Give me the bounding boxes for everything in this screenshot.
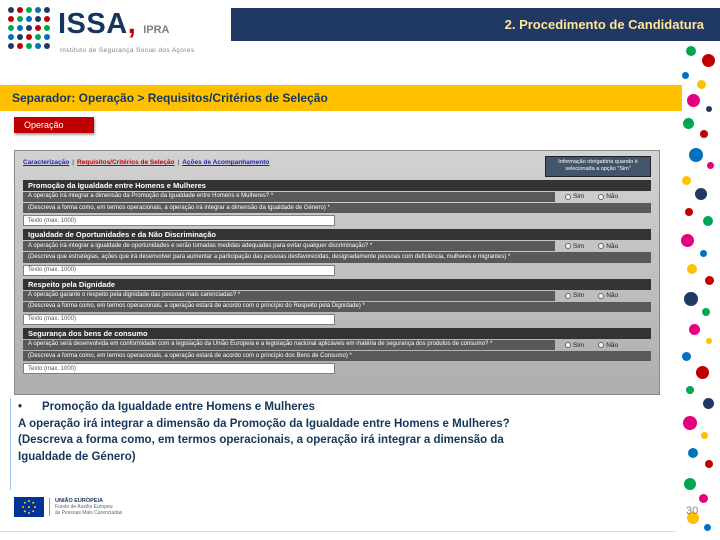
logo-dot	[44, 16, 50, 22]
decor-dot	[687, 94, 700, 107]
question-hint: (Descreva a forma como, em termos operacionais, a operação estará de acordo com o princípio dos Bens de Consumo) *	[23, 351, 651, 361]
logo-dot	[17, 34, 23, 40]
notes-title: Promoção da Igualdade entre Homens e Mulheres	[42, 401, 315, 413]
decor-dot	[705, 276, 714, 285]
logo-dot	[26, 25, 32, 31]
logo-dot	[17, 25, 23, 31]
decor-dot	[700, 250, 707, 257]
breadcrumb-link-acoes[interactable]: Ações de Acompanhamento	[182, 159, 270, 166]
decor-dot	[701, 432, 708, 439]
section-title: Promoção da Igualdade entre Homens e Mulheres	[23, 180, 651, 191]
radio-option-nao[interactable]	[598, 193, 618, 200]
radio-option-nao[interactable]	[598, 292, 618, 299]
question-hint: (Descreva a forma como, em termos operacionais, a operação estará de acordo com o princípio do Respeito pela Dignidade) *	[23, 302, 651, 312]
question-row	[23, 291, 651, 301]
logo-dot	[44, 43, 50, 49]
radio-icon	[598, 293, 604, 299]
breadcrumb-separator: |	[72, 159, 74, 166]
logo-dot	[17, 16, 23, 22]
radio-option-sim[interactable]	[565, 193, 584, 200]
radio-label-sim: Sim	[573, 193, 585, 201]
logo-dot	[35, 7, 41, 13]
decor-dot	[684, 292, 698, 306]
decor-dot	[703, 216, 713, 226]
page-number: 30	[686, 505, 699, 517]
logo-issa-wordmark: ISSA	[58, 8, 128, 40]
radio-group	[555, 291, 651, 301]
notes-bullet-row	[18, 399, 673, 416]
radio-icon	[598, 194, 604, 200]
radio-icon	[598, 243, 604, 249]
logo-dot	[8, 34, 14, 40]
tab-operacao[interactable]: Operação	[14, 117, 94, 133]
decor-dot	[682, 352, 691, 361]
form-screenshot	[14, 150, 660, 395]
text-input[interactable]: Texto (max. 1000)	[23, 265, 335, 276]
issa-logo-text	[58, 8, 169, 41]
decor-dot	[689, 324, 700, 335]
decor-dot-strip	[680, 0, 720, 540]
radio-icon	[565, 342, 571, 348]
question-row	[23, 340, 651, 350]
breadcrumb-link-requisitos[interactable]: Requisitos/Critérios de Seleção	[76, 159, 175, 166]
radio-option-nao[interactable]	[598, 243, 618, 250]
radio-option-sim[interactable]	[565, 292, 584, 299]
decor-dot	[682, 176, 691, 185]
decor-dot	[685, 208, 693, 216]
logo-dot	[8, 16, 14, 22]
breadcrumb-separator: |	[177, 159, 180, 166]
logo-dot	[35, 16, 41, 22]
radio-label-sim: Sim	[573, 292, 585, 300]
logo-subtitle: Instituto de Segurança Social dos Açores	[60, 47, 195, 54]
notes-block	[18, 399, 673, 466]
decor-dot	[687, 264, 697, 274]
notes-line: A operação irá integrar a dimensão da Promoção da Igualdade entre Homens e Mulheres?	[18, 417, 510, 430]
decor-dot	[695, 188, 707, 200]
logo-dot	[44, 25, 50, 31]
decor-dot	[703, 398, 714, 409]
question-hint: (Descreva que estratégias, ações que irá desenvolver para aumentar a participação das pessoas desfavorecidas, designadamente pessoas com deficiência, mulheres e migrantes) *	[23, 252, 651, 262]
logo-dot	[35, 25, 41, 31]
radio-icon	[565, 194, 571, 200]
radio-group	[555, 241, 651, 251]
eu-subtitle: Fundo de Auxílio Europeu	[55, 503, 113, 510]
radio-label-nao: Não	[606, 341, 619, 349]
section-title: Segurança dos bens de consumo	[23, 328, 651, 339]
radio-option-sim[interactable]	[565, 243, 584, 250]
issa-logo-mark	[6, 5, 54, 53]
slide-header-bar	[231, 8, 720, 41]
question-row	[23, 241, 651, 251]
decor-dot	[697, 80, 706, 89]
breadcrumb-link-caracterizacao[interactable]: Caracterização	[23, 159, 70, 166]
section-title: Igualdade de Oportunidades e da Não Discriminação	[23, 229, 651, 240]
question-text: A operação irá integrar a dimensão da Promoção da Igualdade entre Homens e Mulheres? *	[23, 192, 555, 202]
bullet-icon: •	[18, 401, 23, 413]
breadcrumb	[23, 156, 269, 177]
radio-label-sim: Sim	[573, 341, 585, 349]
mandatory-info-box: Informação obrigatória quando é selecionada a opção "Sim"	[545, 156, 651, 177]
logo-dot	[35, 34, 41, 40]
slide-bottom-edge	[0, 531, 676, 532]
form-section-promocao-igualdade	[23, 180, 651, 226]
decor-dot	[684, 478, 696, 490]
logo-red-comma: ,	[127, 8, 136, 40]
eu-logo-lockup	[14, 497, 122, 517]
notes-line: Igualdade de Género)	[18, 451, 136, 464]
text-input[interactable]: Texto (max. 1000)	[23, 215, 335, 226]
form-top-row	[23, 156, 651, 177]
question-text: A operação garante o respeito pela dignidade das pessoas mais carenciadas? *	[23, 291, 555, 301]
eu-text-block	[49, 498, 122, 517]
eu-title: UNIÃO EUROPEIA	[55, 497, 103, 504]
logo-dot	[17, 7, 23, 13]
form-section-seguranca-bens	[23, 328, 651, 374]
radio-icon	[598, 342, 604, 348]
logo-dot	[17, 43, 23, 49]
radio-label-sim: Sim	[573, 242, 585, 250]
radio-option-nao[interactable]	[598, 342, 618, 349]
section-title: Respeito pela Dignidade	[23, 279, 651, 290]
logo-ipra-suffix: IPRA	[143, 24, 170, 36]
eu-stars-icon	[28, 506, 30, 508]
decor-dot	[707, 162, 714, 169]
logo-dot	[44, 7, 50, 13]
question-hint: (Descreva a forma como, em termos operacionais, a operação irá integrar a dimensão da Igualdade de Género) *	[23, 203, 651, 213]
slide-title: 2. Procedimento de Candidatura	[504, 17, 704, 32]
decor-dot	[683, 416, 697, 430]
radio-icon	[565, 243, 571, 249]
question-row	[23, 192, 651, 202]
radio-group	[555, 192, 651, 202]
logo-dot	[35, 43, 41, 49]
decor-dot	[700, 130, 708, 138]
text-input[interactable]: Texto (max. 1000)	[23, 314, 335, 325]
logo-dot	[8, 43, 14, 49]
text-input[interactable]: Texto (max. 1000)	[23, 363, 335, 374]
decor-dot	[689, 148, 703, 162]
radio-label-nao: Não	[606, 193, 619, 201]
decor-dot	[704, 524, 711, 531]
decor-dot	[696, 366, 709, 379]
decor-dot	[688, 448, 698, 458]
decor-dot	[706, 106, 712, 112]
decor-dot	[682, 72, 689, 79]
decor-dot	[702, 308, 710, 316]
form-section-igualdade-oportunidades	[23, 229, 651, 275]
radio-group	[555, 340, 651, 350]
decor-dot	[702, 54, 715, 67]
decor-dot	[686, 386, 694, 394]
radio-option-sim[interactable]	[565, 342, 584, 349]
form-section-respeito-dignidade	[23, 279, 651, 325]
logo-dot	[26, 34, 32, 40]
logo-dot	[8, 25, 14, 31]
radio-icon	[565, 293, 571, 299]
question-text: A operação será desenvolvida em conformidade com a legislação da União Europeia e a legislação nacional aplicáveis em matéria de segurança dos produtos de consumo? *	[23, 340, 555, 350]
logo-dot	[26, 7, 32, 13]
logo-dot	[26, 16, 32, 22]
logo-dot	[8, 7, 14, 13]
eu-subtitle: às Pessoas Mais Carenciadas	[55, 510, 123, 516]
logo-dot	[44, 34, 50, 40]
separator-band-text: Separador: Operação > Requisitos/Critérios de Seleção	[12, 91, 328, 105]
radio-label-nao: Não	[606, 292, 619, 300]
decor-dot	[706, 338, 712, 344]
text-box-edge	[10, 398, 11, 490]
separator-band	[0, 85, 682, 111]
decor-dot	[683, 118, 694, 129]
question-text: A operação irá integrar a igualdade de oportunidades e serão tomadas medidas adequadas para evitar qualquer discriminação? *	[23, 241, 555, 251]
radio-label-nao: Não	[606, 242, 619, 250]
decor-dot	[699, 494, 708, 503]
decor-dot	[686, 46, 696, 56]
decor-dot	[705, 460, 713, 468]
notes-line: (Descreva a forma como, em termos operacionais, a operação irá integrar a dimensão da	[18, 434, 504, 447]
decor-dot	[681, 234, 694, 247]
eu-flag-icon	[14, 497, 44, 517]
logo-dot	[26, 43, 32, 49]
